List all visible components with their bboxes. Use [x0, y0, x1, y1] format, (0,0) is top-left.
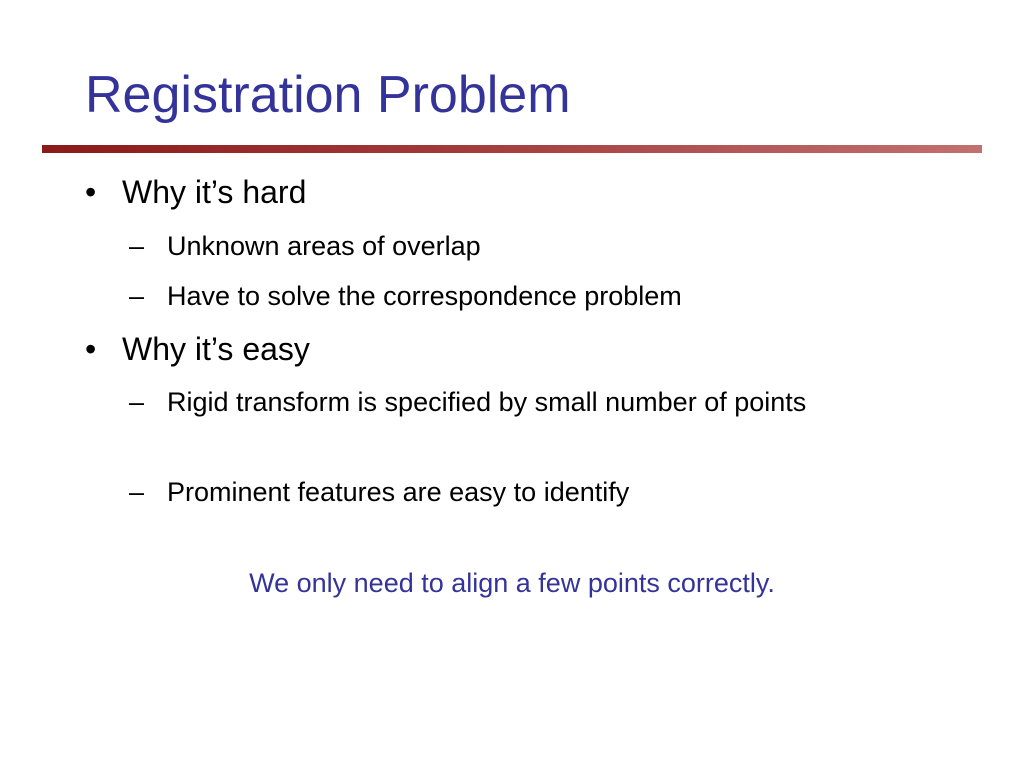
- sub-bullet-prominent-features: [129, 472, 909, 512]
- sub-bullet-rigid-transform: [129, 382, 889, 422]
- slide-title: Registration Problem: [85, 66, 571, 124]
- sub-bullet-correspondence: [129, 276, 909, 316]
- bullet-marker: •: [85, 331, 97, 367]
- bullet-text: Why it’s hard: [122, 174, 307, 210]
- dash-marker: –: [129, 477, 145, 507]
- dash-marker: –: [129, 387, 145, 417]
- dash-marker: –: [129, 281, 145, 311]
- sub-bullet-text: Prominent features are easy to identify: [167, 477, 630, 507]
- bullet-marker: •: [85, 174, 97, 210]
- sub-bullet-text: Unknown areas of overlap: [167, 231, 481, 261]
- dash-marker: –: [129, 231, 145, 261]
- bullet-why-easy: [85, 330, 310, 368]
- sub-bullet-text: Have to solve the correspondence problem: [167, 281, 682, 311]
- bullet-why-hard: [85, 173, 306, 211]
- title-divider: [42, 145, 982, 153]
- sub-bullet-unknown-overlap: [129, 226, 909, 266]
- sub-bullet-text: Rigid transform is specified by small number of points: [167, 387, 807, 417]
- bullet-text: Why it’s easy: [122, 331, 310, 367]
- conclusion-callout: We only need to align a few points correctly.: [249, 568, 775, 598]
